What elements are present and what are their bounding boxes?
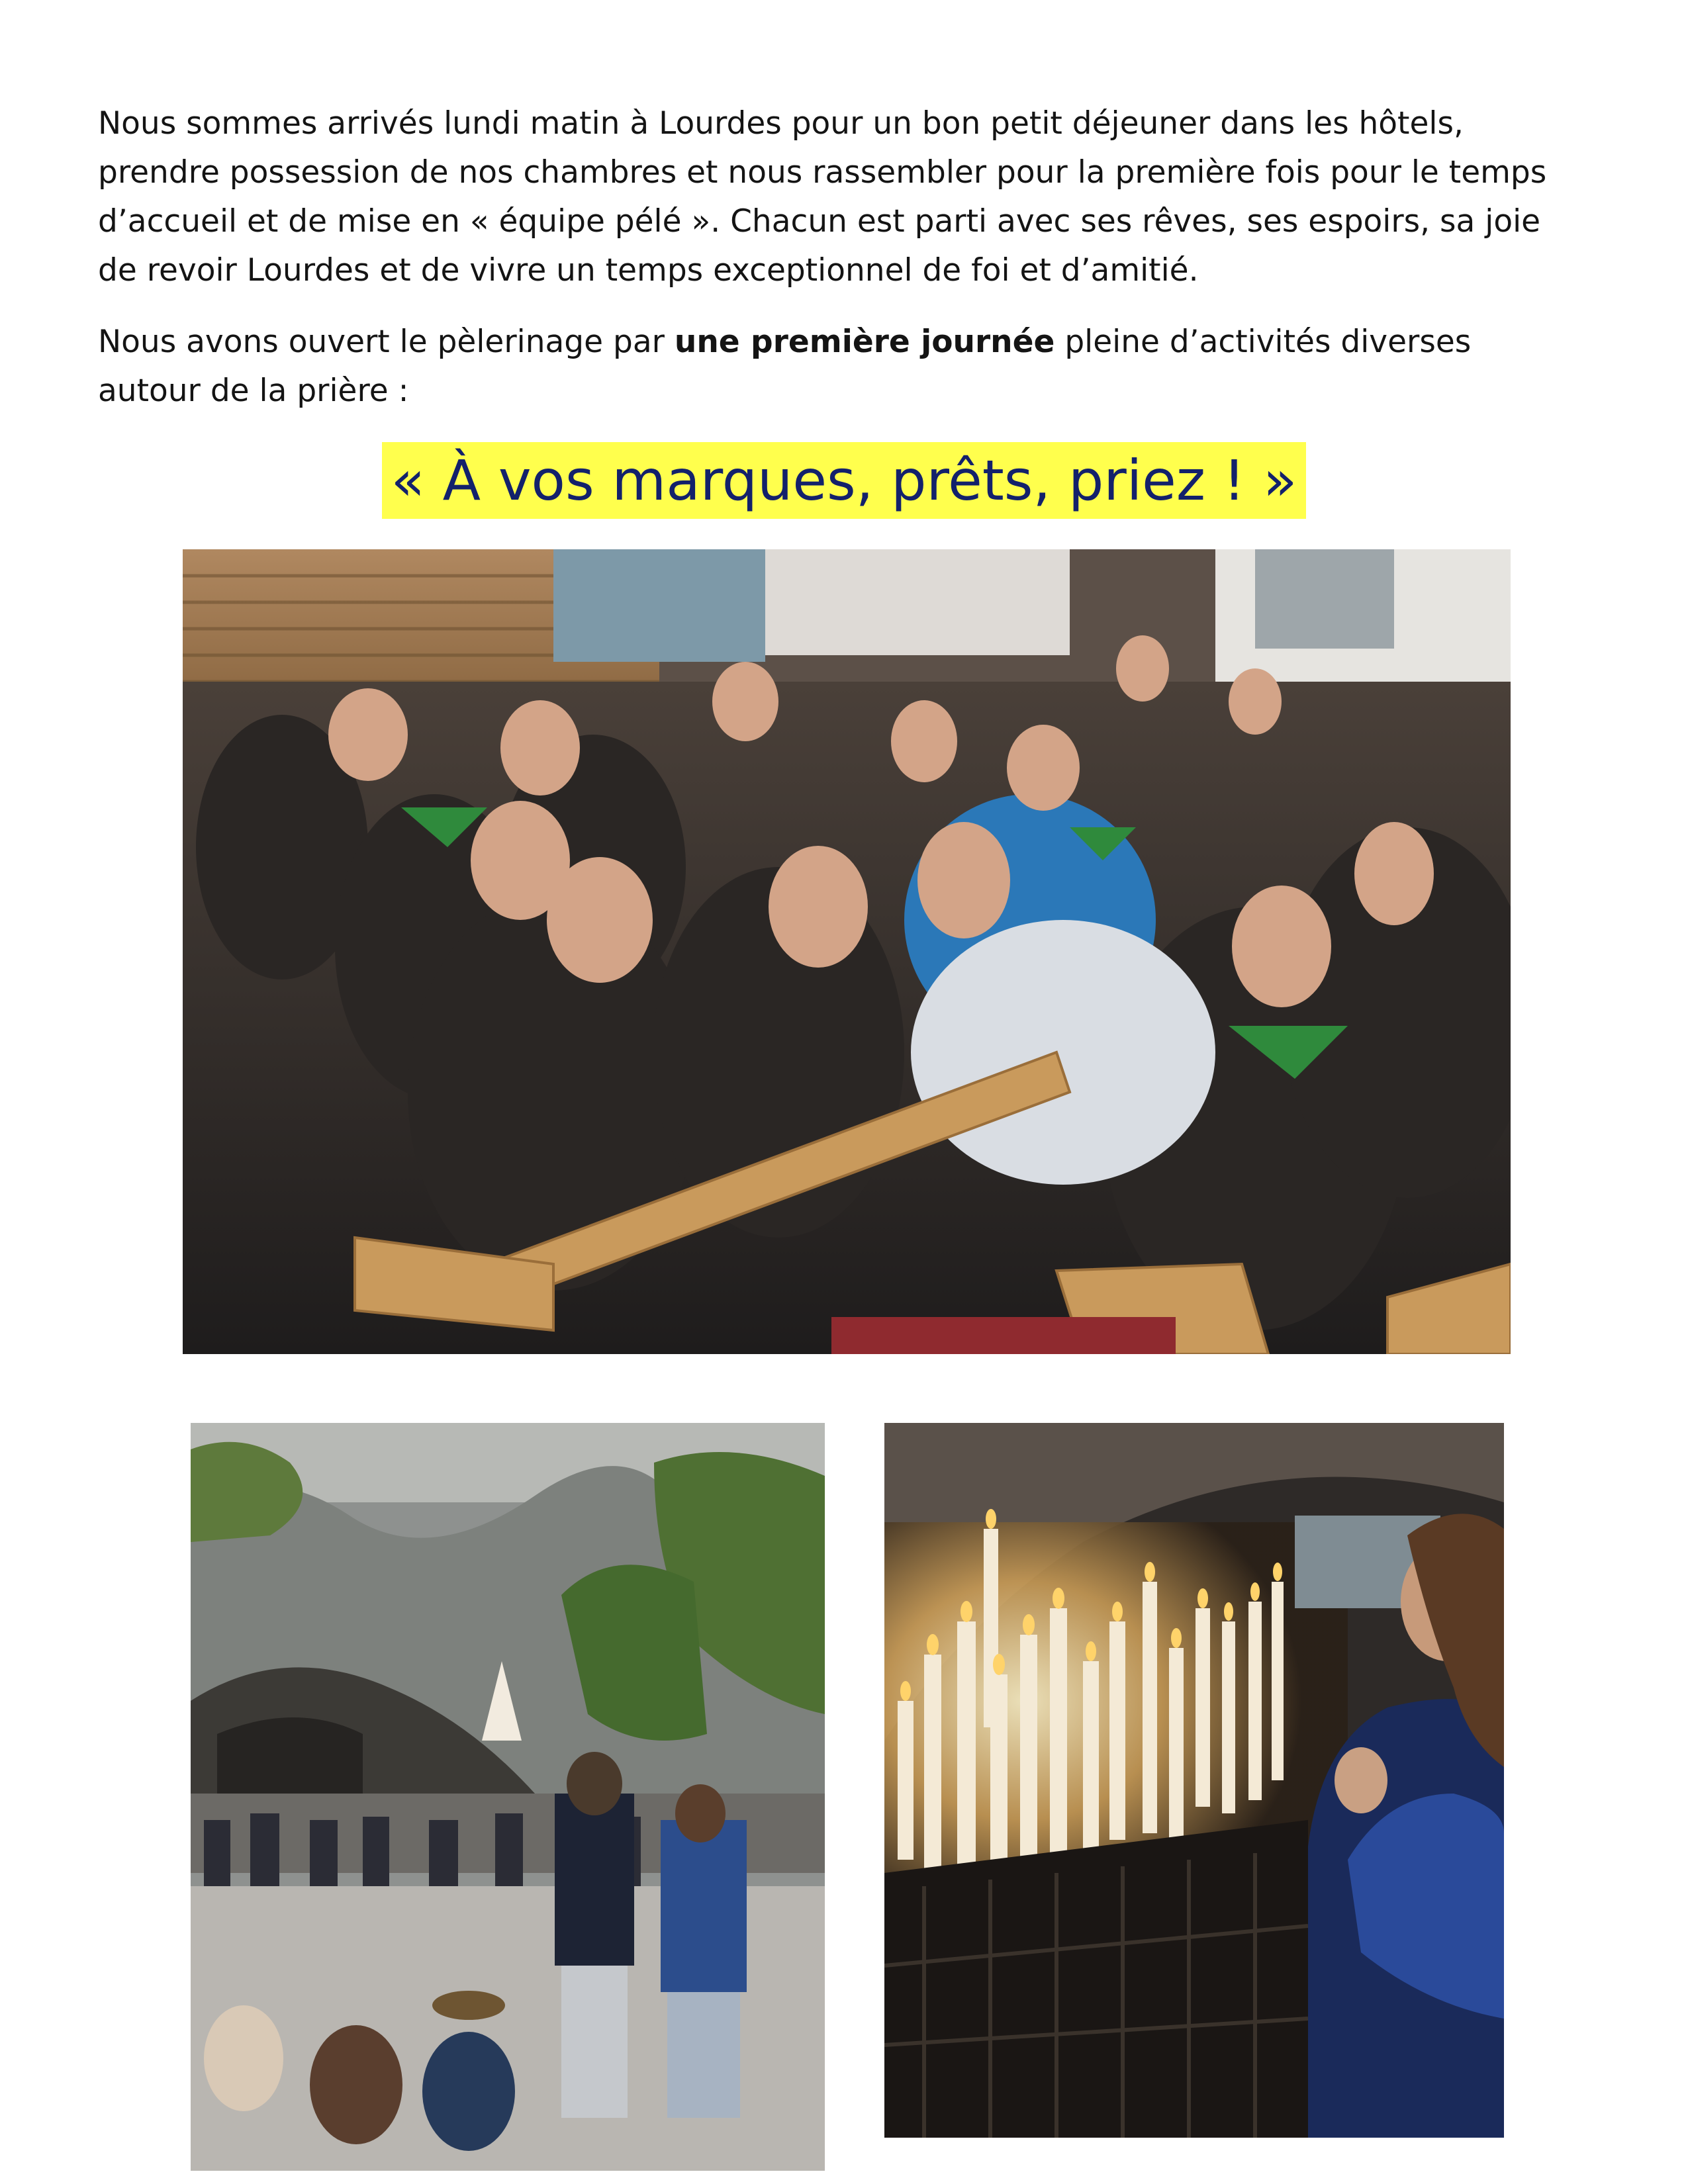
paragraph-text-start: Nous avons ouvert le pèlerinage par — [98, 324, 675, 360]
grotto-photo — [191, 1423, 825, 2171]
paragraph-text-end: pleine d’activités diverses autour de la prière : — [98, 324, 1472, 409]
group-photo — [183, 549, 1511, 1354]
intro-paragraph: Nous sommes arrivés lundi matin à Lourdes pour un bon petit déjeuner dans les hôtels, prendre possession de nos chambres et nous rassembler pour la première fois pour le temps d’accueil et de mise en « équipe pélé ». Chacun est parti avec ses rêves, ses espoirs, sa joie de revoir Lourdes et de vivre un temps exceptionnel de foi et d’amitié. — [98, 105, 1547, 289]
title-container — [0, 442, 1688, 519]
page-title: « À vos marques, prêts, priez ! » — [382, 442, 1307, 519]
candles-photo — [884, 1423, 1504, 2138]
second-paragraph — [98, 318, 1581, 416]
paragraph-bold-text: une première journée — [674, 324, 1055, 360]
